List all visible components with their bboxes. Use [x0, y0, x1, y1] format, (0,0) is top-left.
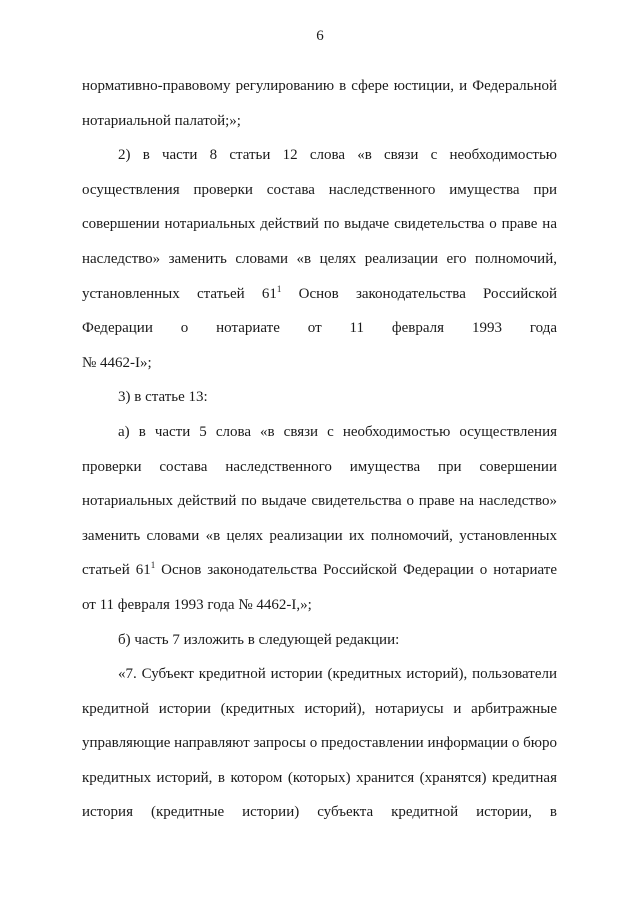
- text-line: от 11 февраля 1993 года № 4462-I,»;: [82, 596, 312, 613]
- paragraph-item-3: [82, 380, 557, 415]
- text-line: заменить словами «в целях реализации их полномочий, установленных: [82, 527, 557, 544]
- text-line: проверки состава наследственного имущества при совершении: [82, 458, 557, 475]
- text-segment: Основ законодательства Российской Федерации о нотариате: [155, 562, 558, 579]
- text-line: [82, 553, 557, 588]
- paragraph-item-3b: [82, 623, 557, 658]
- text-line: управляющие направляют запросы о предоставлении информации о бюро: [82, 735, 557, 752]
- superscript: 1: [276, 283, 282, 294]
- text-line: [82, 277, 557, 312]
- text-line: кредитных историй, в котором (которых) хранится (хранятся) кредитная: [82, 769, 557, 786]
- text-line: осуществления проверки состава наследственного имущества при: [82, 181, 557, 198]
- text-line: наследство» заменить словами «в целях реализации его полномочий,: [82, 250, 557, 267]
- paragraph-item-2: [82, 138, 557, 380]
- text-segment: статьей 61: [82, 562, 151, 579]
- text-line: нотариальных действий по выдаче свидетельства о праве на наследство»: [82, 493, 557, 510]
- text-line: а) в части 5 слова «в связи с необходимостью осуществления: [118, 423, 557, 440]
- text-line: нормативно-правовому регулированию в сфере юстиции, и Федеральной: [82, 78, 557, 94]
- text-line: 3) в статье 13:: [118, 389, 208, 406]
- text-line: история (кредитные истории) субъекта кредитной истории, в: [82, 804, 557, 821]
- paragraph-item-3a: [82, 415, 557, 623]
- text-segment: Основ законодательства Российской: [281, 285, 557, 302]
- text-line: б) часть 7 изложить в следующей редакции:: [118, 631, 400, 648]
- text-line: № 4462-I»;: [82, 354, 152, 371]
- text-line: нотариальной палатой;»;: [82, 112, 241, 129]
- text-line: кредитной истории (кредитных историй), нотариусы и арбитражные: [82, 700, 557, 717]
- paragraph-justice-regulation: [82, 69, 557, 138]
- text-line: «7. Субъект кредитной истории (кредитных историй), пользователи: [118, 666, 557, 683]
- text-line: совершении нотариальных действий по выдаче свидетельства о праве на: [82, 216, 557, 233]
- text-line: 2) в части 8 статьи 12 слова «в связи с необходимостью: [118, 147, 557, 164]
- text-segment: установленных статьей 61: [82, 285, 277, 302]
- superscript: 1: [150, 560, 156, 571]
- page-number: 6: [316, 28, 324, 44]
- text-line: Федерации о нотариате от 11 февраля 1993 года: [82, 320, 557, 337]
- document-body: [82, 69, 557, 830]
- paragraph-quoted-part-7: [82, 657, 557, 830]
